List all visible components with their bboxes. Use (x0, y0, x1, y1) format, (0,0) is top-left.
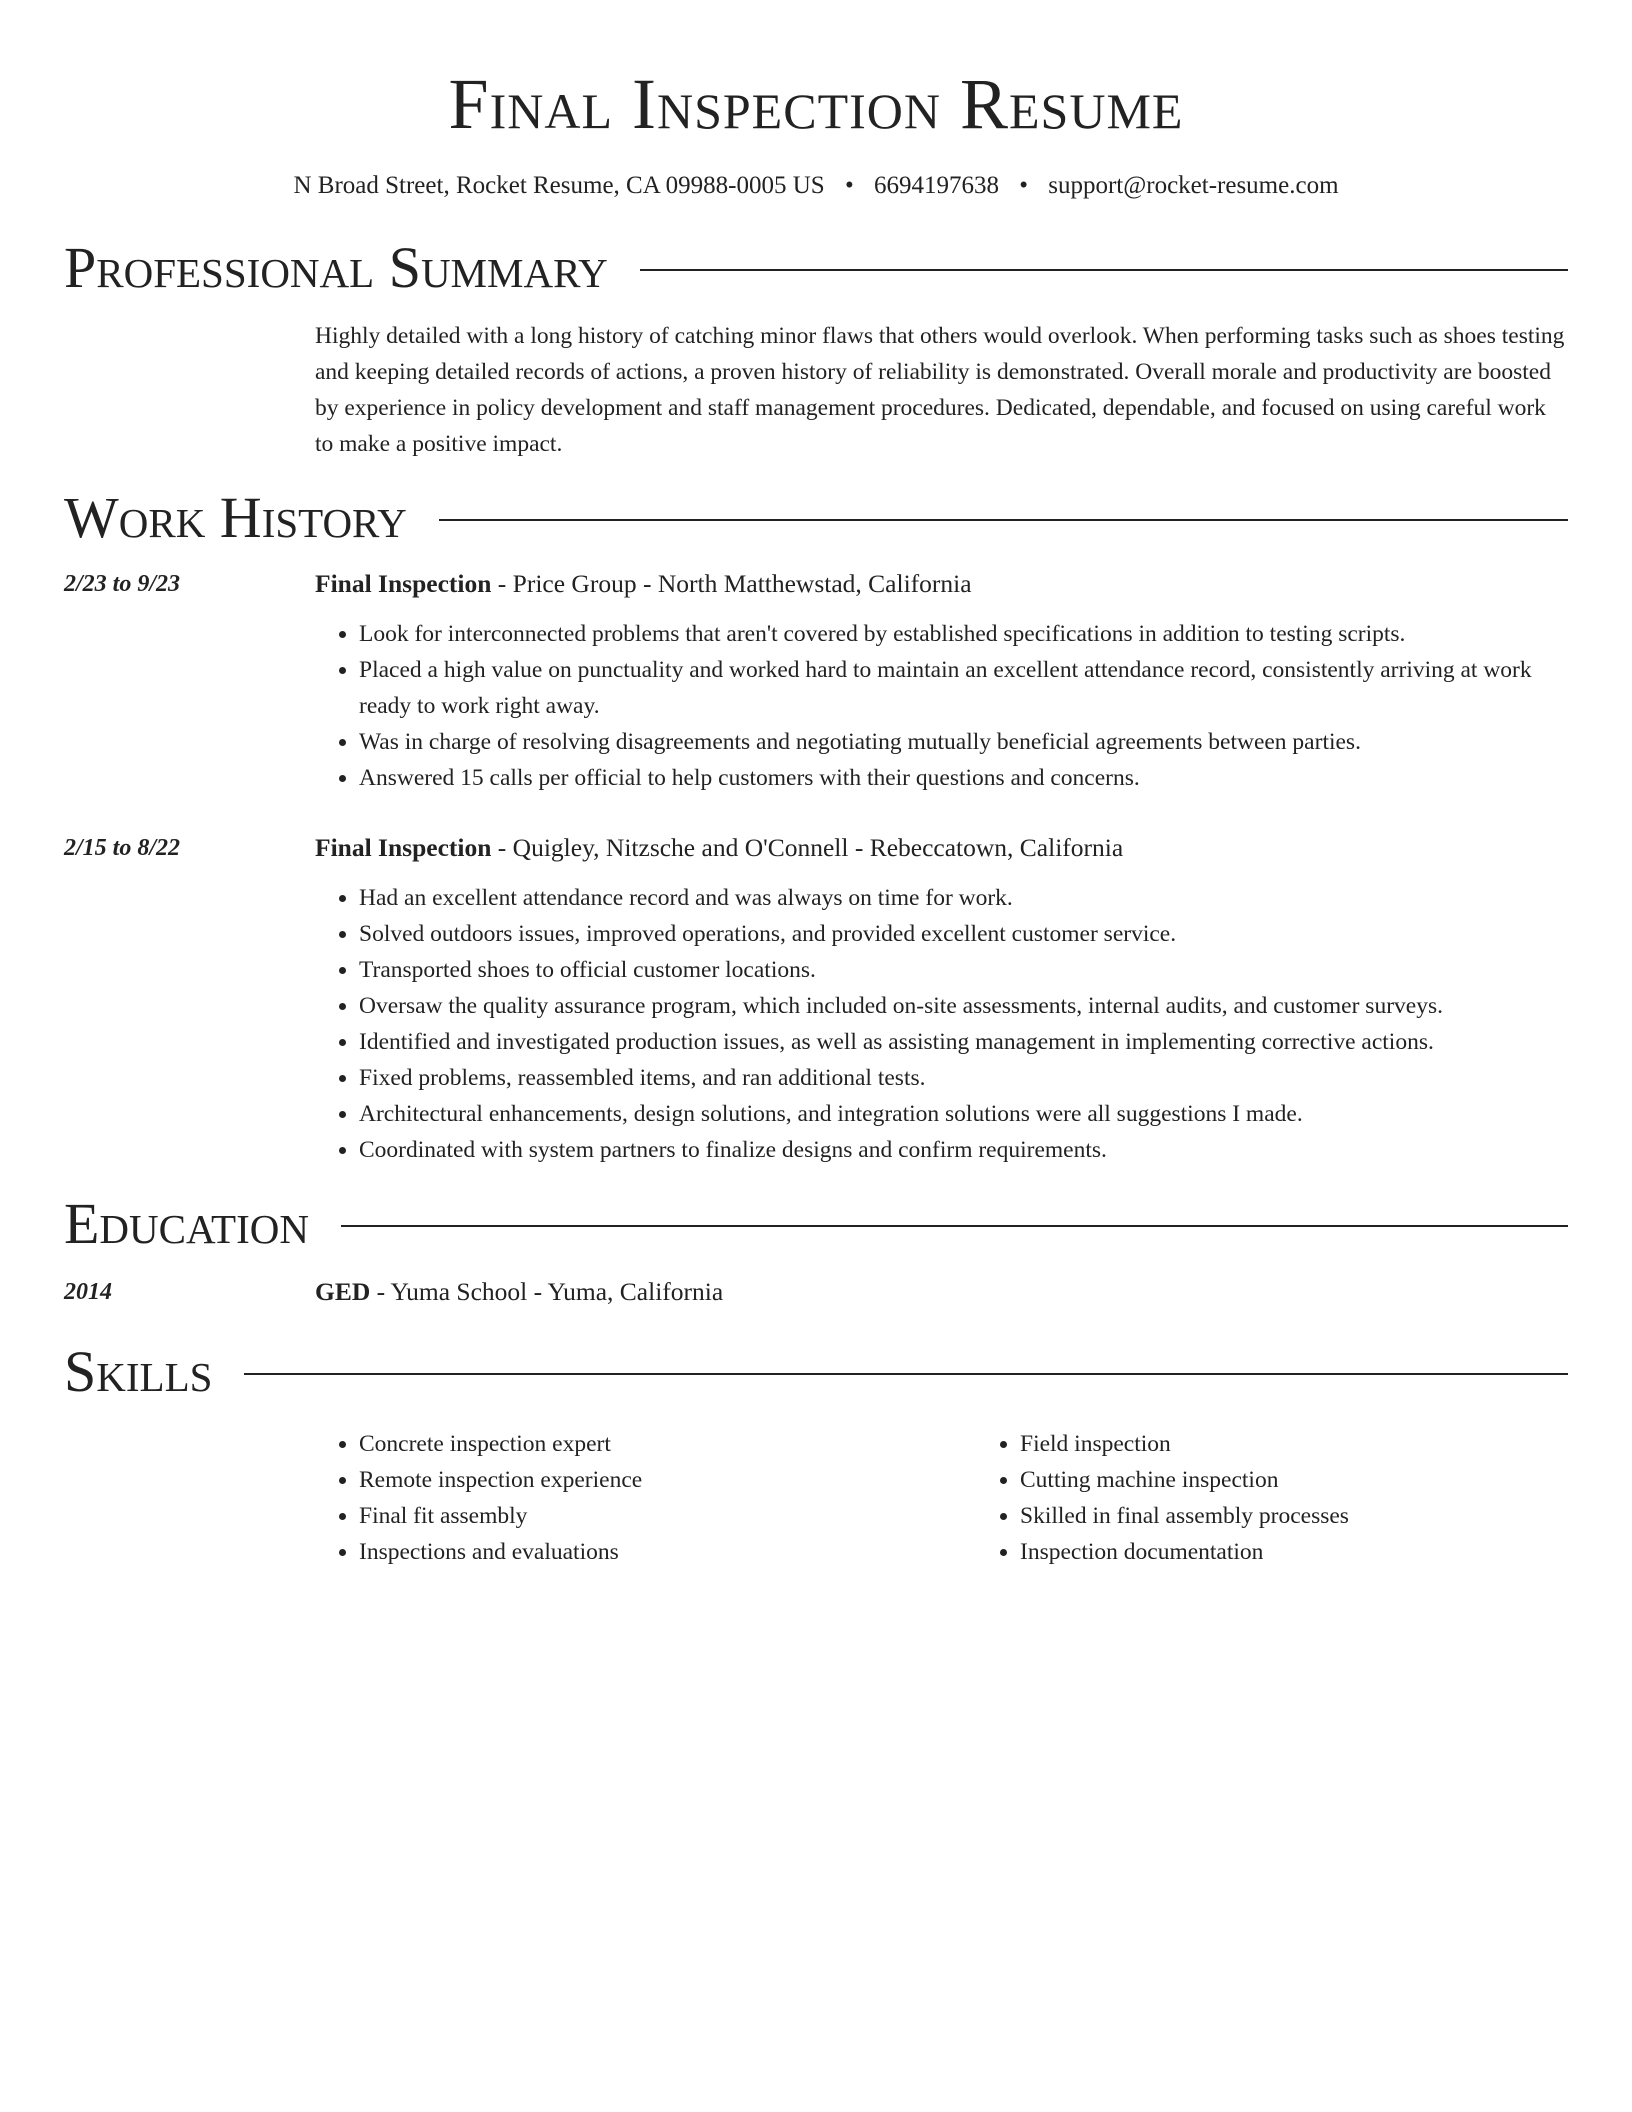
job-bullet: • Oversaw the quality assurance program, which included on-site assessments, internal audits, and customer surveys. (359, 988, 1568, 1024)
job-dates: 2/23 to 9/23 (64, 571, 181, 597)
skill-item: • Skilled in final assembly processes (1020, 1498, 1632, 1534)
job-bullet: • Solved outdoors issues, improved operations, and provided excellent customer service. (359, 916, 1568, 952)
education-school: - Yuma School - Yuma, California (370, 1277, 724, 1306)
job-bullet: • Look for interconnected problems that aren't covered by established specifications in addition to testing scripts. (359, 616, 1568, 652)
summary-gutter (64, 318, 315, 462)
education-heading: Education (64, 1191, 309, 1256)
contact-separator: • (1019, 172, 1028, 199)
job-title: Final Inspection (315, 569, 492, 598)
section-divider (439, 519, 1568, 521)
skill-item: • Inspections and evaluations (359, 1534, 976, 1570)
summary-row (64, 318, 1568, 462)
skill-item: • Field inspection (1020, 1426, 1632, 1462)
skills-section-header (64, 1338, 1568, 1406)
job-entry (64, 830, 1568, 1168)
contact-phone: 6694197638 (873, 172, 999, 199)
work-section-header (64, 484, 1568, 552)
skills-row (64, 1426, 1568, 1570)
job-bullet: • Architectural enhancements, design solutions, and integration solutions were all suggestions I made. (359, 1096, 1568, 1132)
job-bullet: • Placed a high value on punctuality and worked hard to maintain an excellent attendance record, consistently arriving at work ready to work right away. (359, 652, 1568, 724)
job-bullet: • Had an excellent attendance record and was always on time for work. (359, 880, 1568, 916)
job-heading (315, 566, 1568, 602)
job-bullet: • Coordinated with system partners to finalize designs and confirm requirements. (359, 1132, 1568, 1168)
skill-item: • Inspection documentation (1020, 1534, 1632, 1570)
summary-section-header (64, 234, 1568, 302)
skills-list-left (315, 1426, 976, 1570)
education-section-header (64, 1190, 1568, 1258)
resume-title: Final Inspection Resume (448, 64, 1184, 144)
contact-line (64, 170, 1568, 202)
job-bullets (315, 880, 1568, 1168)
job-bullet: • Fixed problems, reassembled items, and ran additional tests. (359, 1060, 1568, 1096)
job-heading (315, 830, 1568, 866)
skills-gutter (64, 1426, 315, 1570)
job-bullets (315, 616, 1568, 796)
skill-item: • Remote inspection experience (359, 1462, 976, 1498)
job-employer: - Price Group - North Matthewstad, California (491, 569, 972, 598)
contact-address: N Broad Street, Rocket Resume, CA 09988-0005 US (293, 172, 825, 199)
job-entry (64, 566, 1568, 796)
education-heading-line (315, 1274, 1568, 1310)
job-bullet: • Transported shoes to official customer locations. (359, 952, 1568, 988)
job-employer: - Quigley, Nitzsche and O'Connell - Rebeccatown, California (491, 833, 1124, 862)
skill-item: • Cutting machine inspection (1020, 1462, 1632, 1498)
summary-heading: Professional Summary (64, 235, 608, 300)
contact-email: support@rocket-resume.com (1048, 172, 1339, 199)
section-divider (244, 1373, 1568, 1375)
work-heading: Work History (64, 485, 407, 550)
job-dates: 2/15 to 8/22 (64, 835, 181, 861)
resume-page (64, 0, 1568, 1570)
summary-text: Highly detailed with a long history of catching minor flaws that others would overlook. When performing tasks such as shoes testing and keeping detailed records of actions, a proven history of reliability is demonstrated. Overall morale and productivity are boosted by experience in policy development and staff management procedures. Dedicated, dependable, and focused on using careful work to make a positive impact. (315, 323, 1565, 457)
job-bullet: • Answered 15 calls per official to help customers with their questions and concerns. (359, 760, 1568, 796)
skill-item: • Concrete inspection expert (359, 1426, 976, 1462)
job-title: Final Inspection (315, 833, 492, 862)
skills-heading: Skills (64, 1339, 213, 1404)
education-entry (64, 1274, 1568, 1310)
contact-separator: • (844, 172, 854, 199)
education-year: 2014 (64, 1279, 112, 1305)
job-bullet: • Was in charge of resolving disagreements and negotiating mutually beneficial agreements between parties. (359, 724, 1568, 760)
skills-list-right (976, 1426, 1632, 1570)
education-degree: GED (315, 1277, 371, 1306)
job-bullet: • Identified and investigated production issues, as well as assisting management in implementing corrective actions. (359, 1024, 1568, 1060)
skill-item: • Final fit assembly (359, 1498, 976, 1534)
section-divider (341, 1225, 1568, 1227)
section-divider (640, 269, 1568, 271)
